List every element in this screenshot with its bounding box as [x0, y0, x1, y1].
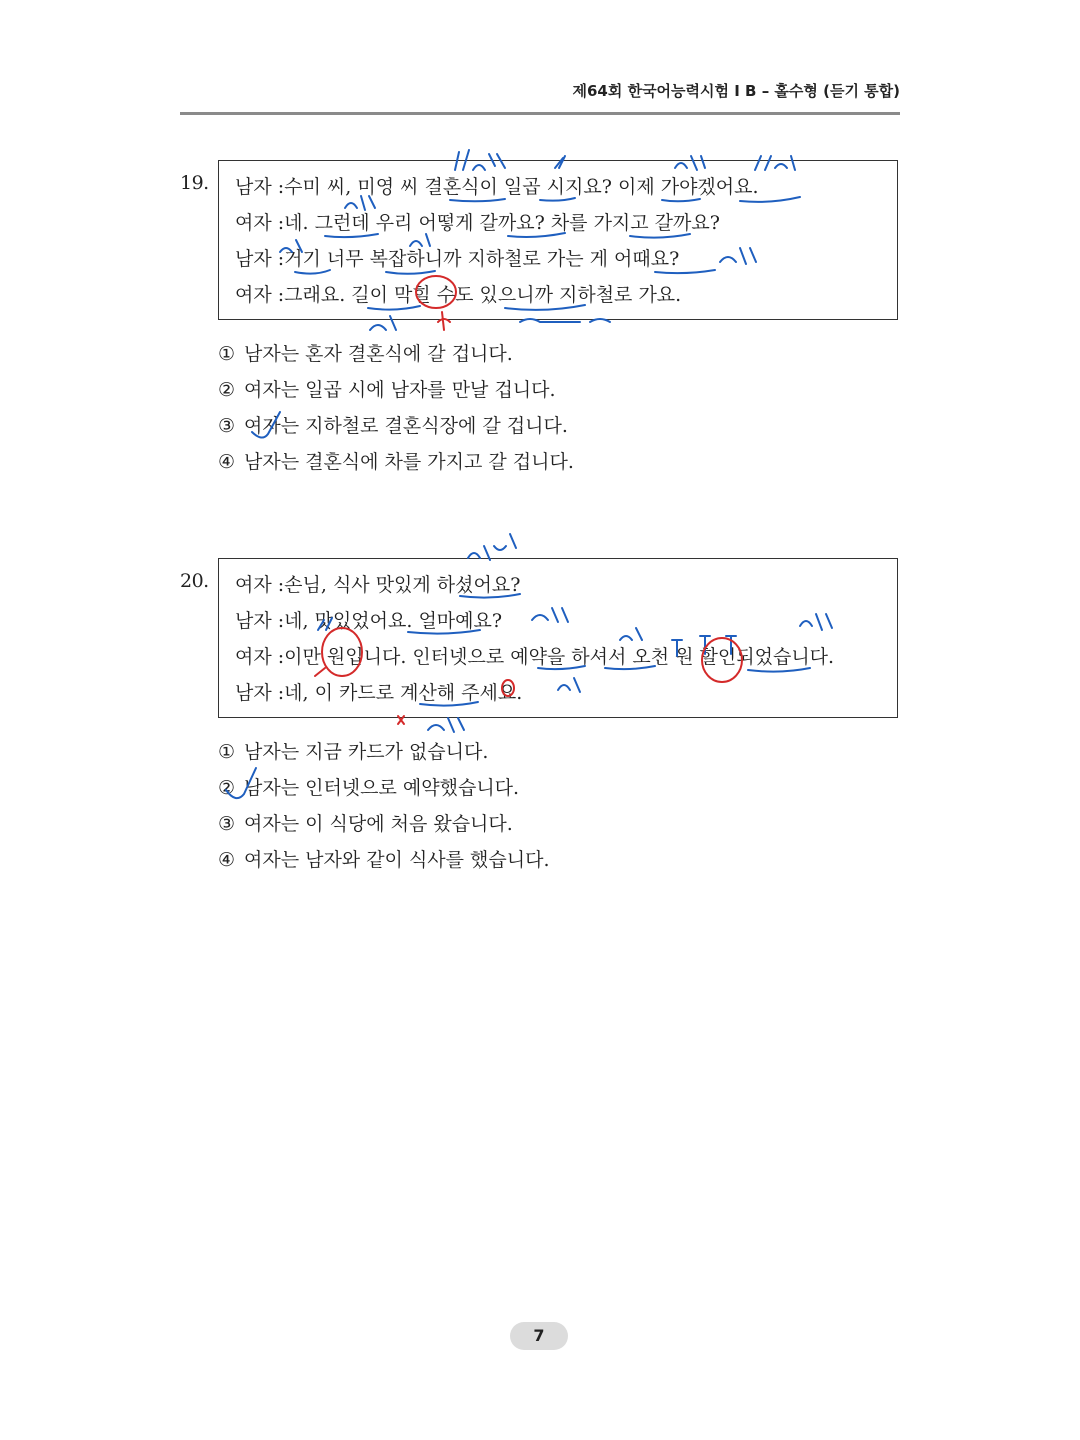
dialog-text: 네. 그런데 우리 어떻게 갈까요? 차를 가지고 갈까요?	[284, 212, 720, 234]
option-marker: ①	[218, 343, 236, 365]
option-item[interactable]	[218, 806, 898, 842]
question-number-20: 20.	[180, 570, 209, 592]
speaker-label: 남자 :	[235, 610, 285, 632]
option-text: 여자는 남자와 같이 식사를 했습니다.	[244, 849, 550, 871]
header-rule	[180, 112, 900, 115]
dialog-box-20	[218, 558, 898, 718]
option-text: 남자는 인터넷으로 예약했습니다.	[244, 777, 520, 799]
question-number-19: 19.	[180, 172, 209, 194]
dialog-text: 거기 너무 복잡하니까 지하철로 가는 게 어때요?	[284, 248, 680, 270]
option-marker: ②	[218, 379, 236, 401]
speaker-label: 여자 :	[235, 212, 285, 234]
scribble-mark	[428, 718, 464, 732]
option-item[interactable]	[218, 372, 898, 408]
option-item[interactable]	[218, 734, 898, 770]
option-text: 남자는 혼자 결혼식에 갈 겁니다.	[244, 343, 513, 365]
page-header: 제64회 한국어능력시험 I B – 홀수형 (듣기 통합)	[572, 82, 900, 100]
option-text: 여자는 지하철로 결혼식장에 갈 겁니다.	[244, 415, 568, 437]
dialog-line	[235, 241, 897, 277]
dialog-text: 이만 원입니다. 인터넷으로 예약을 하셔서 오천 원 할인되었습니다.	[284, 646, 835, 668]
speaker-label: 남자 :	[235, 176, 285, 198]
option-marker: ③	[218, 813, 236, 835]
option-item[interactable]	[218, 444, 898, 480]
speaker-label: 여자 :	[235, 574, 285, 596]
option-marker: ②	[218, 777, 236, 799]
dialog-line	[235, 205, 897, 241]
options-list-19	[218, 336, 898, 480]
option-marker: ④	[218, 451, 236, 473]
dialog-line	[235, 567, 897, 603]
dialog-line	[235, 603, 897, 639]
option-text: 여자는 일곱 시에 남자를 만날 겁니다.	[244, 379, 556, 401]
option-item[interactable]	[218, 770, 898, 806]
dialog-line	[235, 639, 897, 675]
option-item[interactable]	[218, 408, 898, 444]
dialog-line	[235, 169, 897, 205]
speaker-label: 남자 :	[235, 682, 285, 704]
scribble-mark	[468, 534, 516, 560]
option-text: 남자는 지금 카드가 없습니다.	[244, 741, 489, 763]
option-text: 남자는 결혼식에 차를 가지고 갈 겁니다.	[244, 451, 574, 473]
dialog-text: 수미 씨, 미영 씨 결혼식이 일곱 시지요? 이제 가야겠어요.	[284, 176, 759, 198]
speaker-label: 남자 :	[235, 248, 285, 270]
option-item[interactable]	[218, 842, 898, 878]
speaker-label: 여자 :	[235, 284, 285, 306]
option-item[interactable]	[218, 336, 898, 372]
dialog-text: 손님, 식사 맛있게 하셨어요?	[284, 574, 521, 596]
speaker-label: 여자 :	[235, 646, 285, 668]
dialog-box-19	[218, 160, 898, 320]
dialog-text: 그래요. 길이 막힐 수도 있으니까 지하철로 가요.	[284, 284, 682, 306]
dialog-text: 네, 맛있었어요. 얼마예요?	[284, 610, 503, 632]
options-list-20	[218, 734, 898, 878]
page-number: 7	[510, 1322, 568, 1350]
dialog-text: 네, 이 카드로 계산해 주세요.	[284, 682, 523, 704]
option-text: 여자는 이 식당에 처음 왔습니다.	[244, 813, 513, 835]
dialog-line	[235, 675, 897, 711]
dialog-line	[235, 277, 897, 313]
option-marker: ④	[218, 849, 236, 871]
option-marker: ③	[218, 415, 236, 437]
option-marker: ①	[218, 741, 236, 763]
